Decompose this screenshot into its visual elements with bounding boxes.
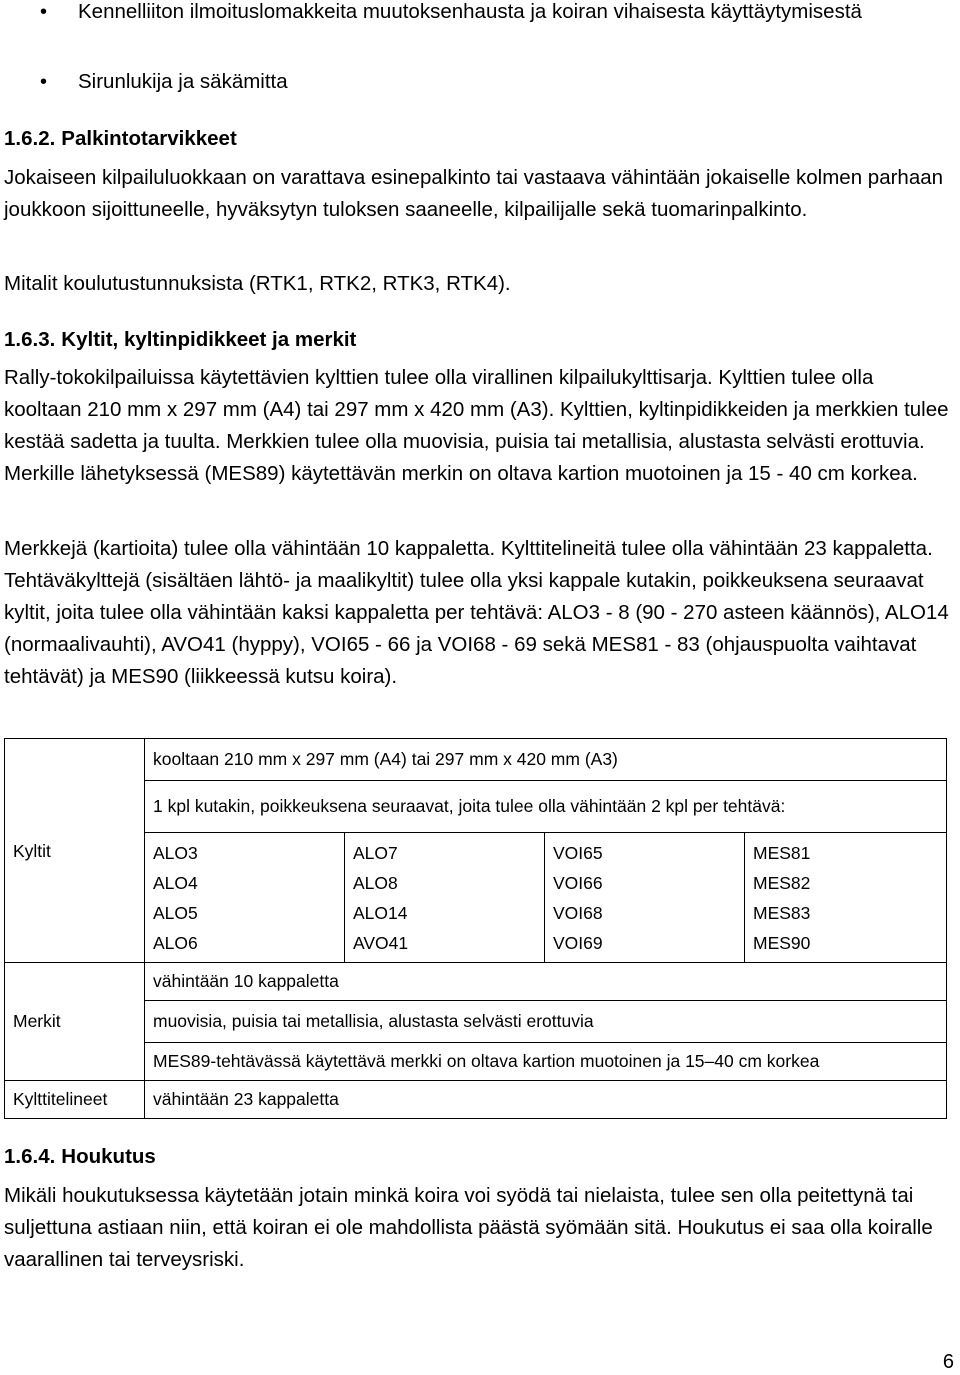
paragraph: Rally-tokokilpailuissa käytettävien kylttien tulee olla virallinen kilpailukylttisarja. Kylttien tulee olla kooltaan 210 mm x 297 mm (A4) tai 297 mm x 420 mm (A3). Kylttien, kyltinpidikkeiden ja merkkien tulee kestää sadetta ja tuulta. Merkkien tulee olla muovisia, puisia tai metallisia, alustasta selvästi erottuvia. Merkille lähetyksessä (MES89) käytettävän merkin on oltava kartion muotoinen ja 15 - 40 cm korkea. (4, 366, 949, 485)
bullet-text: Kennelliiton ilmoituslomakkeita muutoksenhausta ja koiran vihaisesta käyttäytymisestä (78, 0, 862, 23)
telineet-cell: vähintään 23 kappaletta (145, 1081, 947, 1119)
merkit-cell: muovisia, puisia tai metallisia, alustasta selvästi erottuvia (145, 1001, 947, 1043)
table-cell (5, 963, 145, 1001)
paragraph: Jokaiseen kilpailuluokkaan on varattava esinepalkinto tai vastaava vähintään jokaiselle kolmen parhaan joukkoon sijoittuneelle, hyväksytyn tuloksen saaneelle, kilpailijalle sekä tuomarinpalkinto. (4, 166, 944, 221)
requirements-table (4, 738, 947, 1119)
bullet-dot-icon: • (40, 1, 48, 23)
section-number: 1.6.4. (4, 1145, 56, 1168)
table-row (5, 963, 947, 1001)
code-column (145, 833, 345, 963)
bullet-dot-icon: • (40, 71, 48, 93)
table-row (5, 833, 947, 963)
code-item: ALO4 (153, 872, 198, 893)
paragraph: Mikäli houkutuksessa käytetään jotain minkä koira voi syödä tai nielaista, tulee sen olla peitettynä tai suljettuna astiaan niin, että koiran ei ole mahdollista päästä syömään sitä. Houkutus ei saa olla koiralle vaarallinen tai terveysriski. (4, 1184, 933, 1271)
section-title: Kyltit, kyltinpidikkeet ja merkit (61, 328, 357, 351)
kyltit-count-cell: 1 kpl kutakin, poikkeuksena seuraavat, joita tulee olla vähintään 2 kpl per tehtävä: (145, 781, 947, 833)
code-item: ALO8 (353, 872, 398, 893)
code-column (345, 833, 545, 963)
section-title: Houkutus (61, 1145, 156, 1168)
code-item: ALO6 (153, 932, 198, 953)
paragraph: Merkkejä (kartioita) tulee olla vähintään 10 kappaletta. Kylttitelineitä tulee olla vähintään 23 kappaletta. Tehtäväkylttejä (sisältäen lähtö- ja maalikyltit) tulee olla yksi kappale kutakin, poikkeuksena seuraavat kyltit, joita tulee olla vähintään kaksi kappaletta per tehtävä: ALO3 - 8 (90 - 270 asteen käännös), ALO14 (normaalivauhti), AVO41 (hyppy), VOI65 - 66 ja VOI68 - 69 sekä MES81 - 83 (ohjauspuolta vaihtavat tehtävät) ja MES90 (liikkeessä kutsu koira). (4, 537, 949, 688)
kyltit-size-cell: kooltaan 210 mm x 297 mm (A4) tai 297 mm x 420 mm (A3) (145, 739, 947, 781)
telineet-label: Kylttitelineet (5, 1081, 145, 1119)
code-item: VOI66 (553, 872, 603, 893)
paragraph: Mitalit koulutustunnuksista (RTK1, RTK2, RTK3, RTK4). (4, 272, 511, 295)
merkit-label: Merkit (5, 1001, 145, 1043)
code-item: ALO7 (353, 842, 398, 863)
section-title: Palkintotarvikkeet (61, 127, 237, 150)
code-item: ALO5 (153, 902, 198, 923)
code-item: AVO41 (353, 932, 409, 953)
table-row (5, 1043, 947, 1081)
code-item: VOI68 (553, 902, 603, 923)
section-heading-houkutus (4, 1141, 156, 1173)
bullet-item (0, 66, 960, 98)
code-item: MES82 (753, 872, 811, 893)
section-heading-palkintotarvikkeet (4, 123, 237, 155)
page-number: 6 (942, 1351, 954, 1373)
table-cell (5, 781, 145, 833)
table-row (5, 781, 947, 833)
section-number: 1.6.3. (4, 328, 56, 351)
code-column (745, 833, 947, 963)
code-column (545, 833, 745, 963)
merkit-cell: vähintään 10 kappaletta (145, 963, 947, 1001)
code-item: ALO3 (153, 842, 198, 863)
code-item: MES90 (753, 932, 811, 953)
bullet-item (0, 0, 960, 60)
section-heading-kyltit (4, 324, 356, 356)
merkit-cell: MES89-tehtävässä käytettävä merkki on oltava kartion muotoinen ja 15–40 cm korkea (145, 1043, 947, 1081)
table-row (5, 739, 947, 781)
table-cell (5, 1043, 145, 1081)
code-item: MES83 (753, 902, 811, 923)
table-cell (5, 739, 145, 781)
section-number: 1.6.2. (4, 127, 56, 150)
table-row (5, 1001, 947, 1043)
code-item: VOI69 (553, 932, 603, 953)
bullet-text: Sirunlukija ja säkämitta (78, 70, 288, 93)
table-row (5, 1081, 947, 1119)
kyltit-label: Kyltit (5, 833, 145, 963)
code-item: ALO14 (353, 902, 408, 923)
code-item: MES81 (753, 842, 811, 863)
code-item: VOI65 (553, 842, 603, 863)
